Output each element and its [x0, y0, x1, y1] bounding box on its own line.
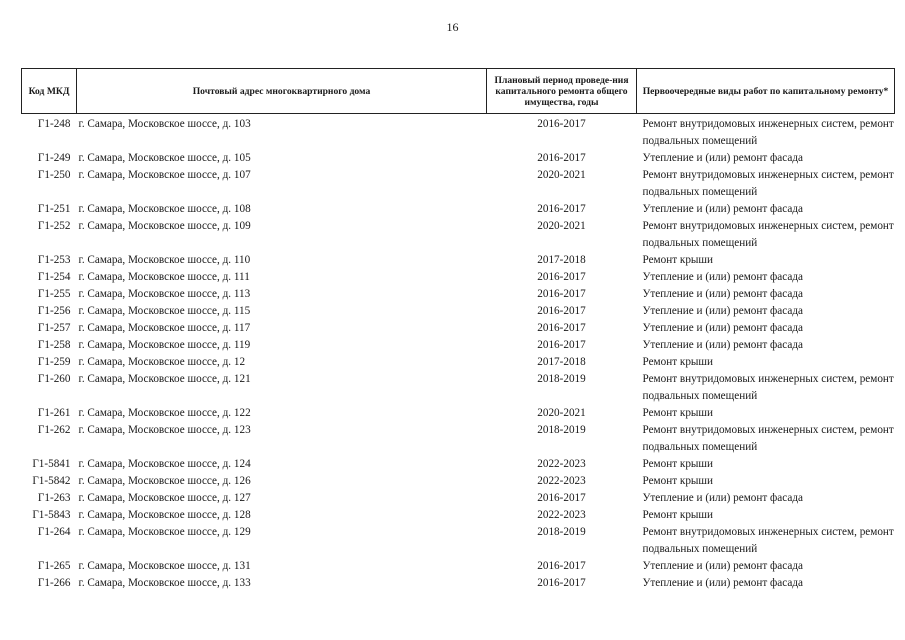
- table-body: [22, 114, 895, 593]
- cell-address: г. Самара, Московское шоссе, д. 122: [78, 407, 251, 419]
- cell-works: Утепление и (или) ремонт фасада: [642, 152, 803, 164]
- cell-address: г. Самара, Московское шоссе, д. 129: [78, 526, 251, 538]
- cell-works: Ремонт внутридомовых инженерных систем, ремонт подвальных помещений: [642, 373, 894, 402]
- cell-code: Г1-5843: [32, 509, 71, 521]
- cell-period: 2016-2017: [537, 560, 586, 572]
- cell-works: Утепление и (или) ремонт фасада: [642, 560, 803, 572]
- cell-period: 2022-2023: [537, 509, 586, 521]
- header-address: Почтовый адрес многоквартирного дома: [77, 69, 487, 114]
- cell-code: Г1-266: [37, 577, 71, 589]
- table-row: [22, 218, 895, 252]
- cell-code: Г1-253: [37, 254, 71, 266]
- cell-code: Г1-5841: [32, 458, 71, 470]
- cell-period: 2016-2017: [537, 492, 586, 504]
- cell-code: Г1-260: [37, 373, 71, 385]
- cell-period: 2022-2023: [537, 475, 586, 487]
- header-code: Код МКД: [22, 69, 77, 114]
- cell-works: Утепление и (или) ремонт фасада: [642, 492, 803, 504]
- cell-address: г. Самара, Московское шоссе, д. 12: [78, 356, 246, 368]
- cell-period: 2020-2021: [537, 407, 586, 419]
- cell-code: Г1-254: [37, 271, 71, 283]
- cell-period: 2017-2018: [537, 254, 586, 266]
- cell-address: г. Самара, Московское шоссе, д. 119: [78, 339, 251, 351]
- cell-address: г. Самара, Московское шоссе, д. 111: [78, 271, 250, 283]
- cell-period: 2016-2017: [537, 118, 586, 130]
- table-header: [22, 69, 895, 114]
- cell-period: 2018-2019: [537, 373, 586, 385]
- cell-address: г. Самара, Московское шоссе, д. 133: [78, 577, 251, 589]
- page-number: 16: [446, 20, 459, 34]
- cell-address: г. Самара, Московское шоссе, д. 110: [78, 254, 251, 266]
- cell-period: 2016-2017: [537, 577, 586, 589]
- table-row: [22, 558, 895, 575]
- cell-works: Ремонт крыши: [642, 356, 714, 368]
- table-row: [22, 354, 895, 371]
- cell-code: Г1-264: [37, 526, 71, 538]
- cell-period: 2016-2017: [537, 322, 586, 334]
- cell-address: г. Самара, Московское шоссе, д. 105: [78, 152, 251, 164]
- table-row: [22, 150, 895, 167]
- cell-code: Г1-258: [37, 339, 71, 351]
- table-row: [22, 167, 895, 201]
- cell-period: 2017-2018: [537, 356, 586, 368]
- table-row: [22, 252, 895, 269]
- table-row: [22, 456, 895, 473]
- cell-code: Г1-259: [37, 356, 71, 368]
- cell-works: Ремонт внутридомовых инженерных систем, ремонт подвальных помещений: [642, 169, 894, 198]
- cell-address: г. Самара, Московское шоссе, д. 115: [78, 305, 251, 317]
- cell-works: Утепление и (или) ремонт фасада: [642, 339, 803, 351]
- table-row: [22, 575, 895, 592]
- cell-period: 2016-2017: [537, 152, 586, 164]
- cell-works: Утепление и (или) ремонт фасада: [642, 305, 803, 317]
- cell-code: Г1-263: [37, 492, 71, 504]
- cell-period: 2016-2017: [537, 305, 586, 317]
- cell-address: г. Самара, Московское шоссе, д. 127: [78, 492, 251, 504]
- cell-works: Ремонт внутридомовых инженерных систем, ремонт подвальных помещений: [642, 118, 894, 147]
- cell-address: г. Самара, Московское шоссе, д. 109: [78, 220, 251, 232]
- table-row: [22, 371, 895, 405]
- cell-code: Г1-248: [37, 118, 71, 130]
- cell-address: г. Самара, Московское шоссе, д. 126: [78, 475, 251, 487]
- cell-works: Ремонт внутридомовых инженерных систем, ремонт подвальных помещений: [642, 526, 894, 555]
- cell-works: Ремонт крыши: [642, 254, 714, 266]
- cell-address: г. Самара, Московское шоссе, д. 117: [78, 322, 251, 334]
- cell-code: Г1-256: [37, 305, 71, 317]
- table-row: [22, 422, 895, 456]
- cell-works: Ремонт внутридомовых инженерных систем, ремонт подвальных помещений: [642, 220, 894, 249]
- cell-works: Ремонт крыши: [642, 509, 714, 521]
- cell-period: 2016-2017: [537, 203, 586, 215]
- table-row: [22, 114, 895, 151]
- cell-works: Ремонт крыши: [642, 458, 714, 470]
- cell-address: г. Самара, Московское шоссе, д. 113: [78, 288, 251, 300]
- cell-works: Утепление и (или) ремонт фасада: [642, 577, 803, 589]
- cell-period: 2016-2017: [537, 288, 586, 300]
- header-period: Плановый период проведе-ния капитального ремонта общего имущества, годы: [487, 69, 637, 114]
- table-row: [22, 320, 895, 337]
- cell-period: 2020-2021: [537, 220, 586, 232]
- cell-code: Г1-255: [37, 288, 71, 300]
- cell-period: 2018-2019: [537, 424, 586, 436]
- table-row: [22, 524, 895, 558]
- cell-works: Утепление и (или) ремонт фасада: [642, 288, 803, 300]
- cell-address: г. Самара, Московское шоссе, д. 107: [78, 169, 251, 181]
- cell-address: г. Самара, Московское шоссе, д. 123: [78, 424, 251, 436]
- cell-period: 2022-2023: [537, 458, 586, 470]
- table-row: [22, 286, 895, 303]
- cell-address: г. Самара, Московское шоссе, д. 121: [78, 373, 251, 385]
- capital-repair-table: [21, 68, 895, 592]
- cell-address: г. Самара, Московское шоссе, д. 108: [78, 203, 251, 215]
- cell-address: г. Самара, Московское шоссе, д. 128: [78, 509, 251, 521]
- cell-code: Г1-250: [37, 169, 71, 181]
- table-row: [22, 337, 895, 354]
- table-row: [22, 507, 895, 524]
- cell-period: 2016-2017: [537, 271, 586, 283]
- cell-code: Г1-257: [37, 322, 71, 334]
- table-row: [22, 269, 895, 286]
- cell-works: Ремонт крыши: [642, 407, 714, 419]
- cell-code: Г1-265: [37, 560, 71, 572]
- cell-code: Г1-261: [37, 407, 71, 419]
- cell-period: 2016-2017: [537, 339, 586, 351]
- table-row: [22, 473, 895, 490]
- cell-period: 2018-2019: [537, 526, 586, 538]
- table-row: [22, 201, 895, 218]
- cell-works: Ремонт крыши: [642, 475, 714, 487]
- cell-works: Ремонт внутридомовых инженерных систем, ремонт подвальных помещений: [642, 424, 894, 453]
- cell-works: Утепление и (или) ремонт фасада: [642, 203, 803, 215]
- cell-address: г. Самара, Московское шоссе, д. 124: [78, 458, 251, 470]
- cell-period: 2020-2021: [537, 169, 586, 181]
- header-works: Первоочередные виды работ по капитальному ремонту*: [637, 69, 895, 114]
- cell-address: г. Самара, Московское шоссе, д. 103: [78, 118, 251, 130]
- cell-address: г. Самара, Московское шоссе, д. 131: [78, 560, 251, 572]
- table-row: [22, 405, 895, 422]
- table-row: [22, 303, 895, 320]
- cell-code: Г1-251: [37, 203, 71, 215]
- cell-works: Утепление и (или) ремонт фасада: [642, 271, 803, 283]
- cell-works: Утепление и (или) ремонт фасада: [642, 322, 803, 334]
- cell-code: Г1-249: [37, 152, 71, 164]
- cell-code: Г1-262: [37, 424, 71, 436]
- cell-code: Г1-252: [37, 220, 71, 232]
- cell-code: Г1-5842: [32, 475, 71, 487]
- table-row: [22, 490, 895, 507]
